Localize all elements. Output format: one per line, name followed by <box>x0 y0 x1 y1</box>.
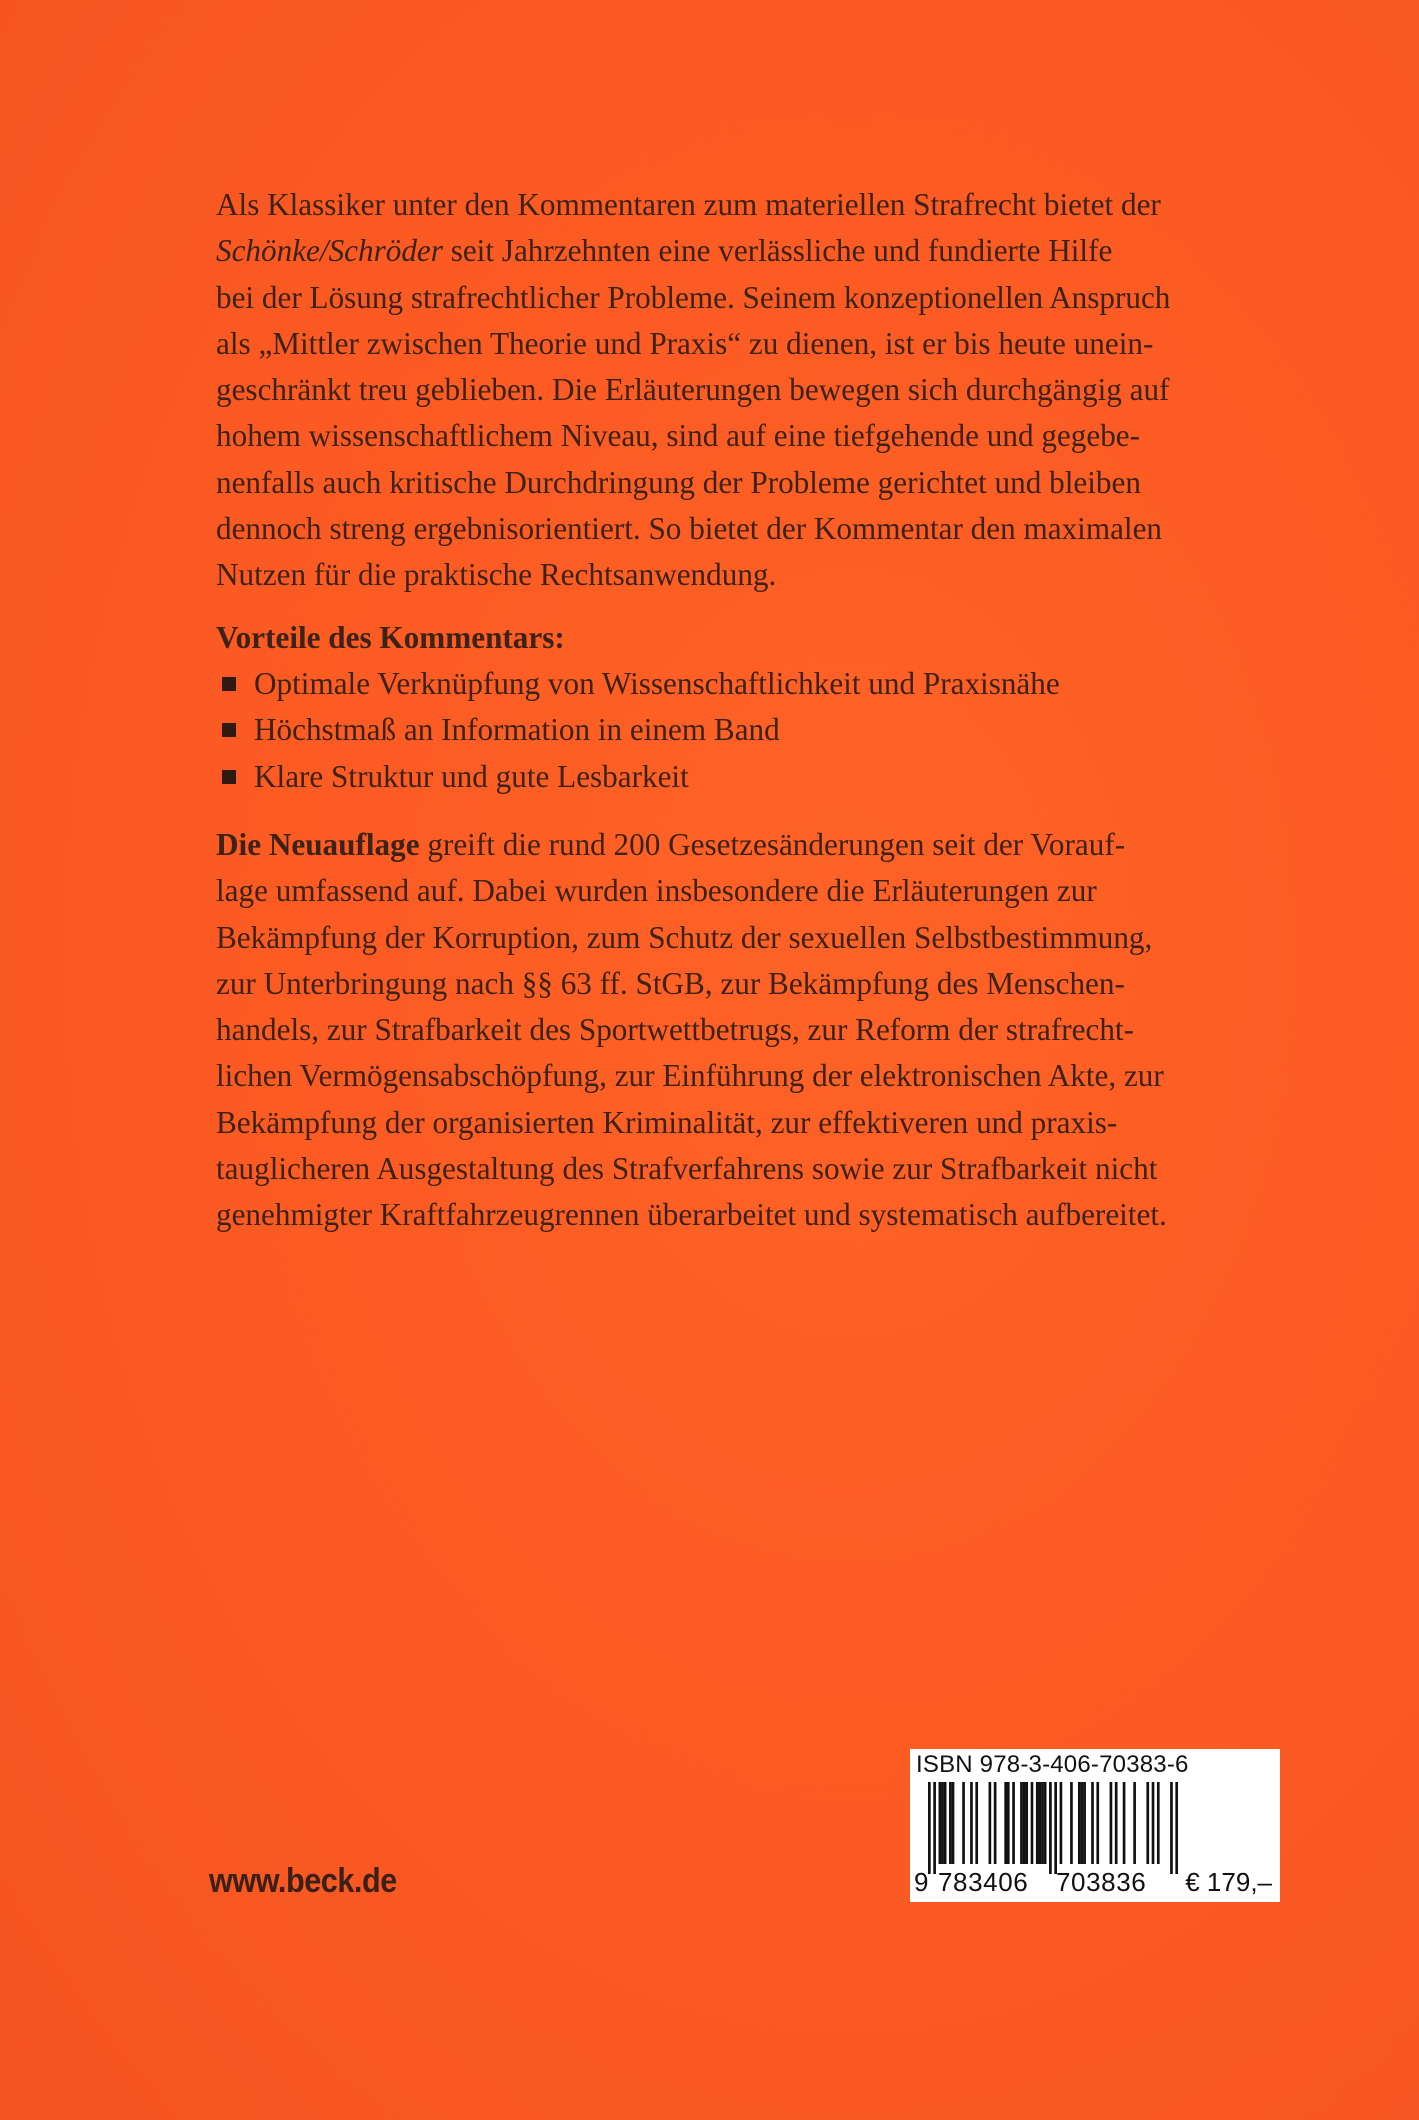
intro-line: nenfalls auch kritische Durchdringung der Probleme gerichtet und bleiben <box>216 464 1141 500</box>
barcode-bar <box>1025 1782 1028 1864</box>
barcode-bar <box>1020 1782 1023 1864</box>
advantages-heading: Vorteile des Kommentars: <box>216 620 565 655</box>
barcode-bar <box>1060 1782 1063 1864</box>
list-item-text: Höchstmaß an Information in einem Band <box>254 712 780 748</box>
barcode-bar <box>1004 1782 1007 1864</box>
barcode-bar <box>1041 1782 1044 1864</box>
intro-line: hohem wissenschaftlichem Niveau, sind auf eine tiefgehende und gegebe- <box>216 418 1141 454</box>
barcode-bar <box>949 1782 952 1864</box>
title-reference: Schönke/Schröder <box>216 233 443 269</box>
barcode-bar <box>1096 1782 1099 1864</box>
intro-line: bei der Lösung strafrechtlicher Probleme. Seinem konzeptionellen Anspruch <box>216 279 1171 315</box>
barcode-bar <box>1031 1782 1034 1864</box>
intro-line: Nutzen für die praktische Rechtsanwendung. <box>216 557 777 593</box>
barcode-bar <box>1054 1782 1057 1874</box>
intro-line-rest: seit Jahrzehnten eine verlässliche und fundierte Hilfe <box>442 233 1113 269</box>
ean-left-digits: 783406 <box>938 1867 1029 1897</box>
isbn-number: ISBN 978-3-406-70383-6 <box>916 1751 1189 1778</box>
barcode-bar <box>975 1782 978 1864</box>
barcode-bar <box>1036 1782 1039 1864</box>
square-bullet-icon <box>222 723 236 737</box>
list-item <box>216 661 1060 707</box>
barcode-bar <box>952 1782 955 1864</box>
intro-line: Als Klassiker unter den Kommentaren zum materiellen Strafrecht bietet der <box>216 187 1161 222</box>
barcode-bar <box>970 1782 973 1864</box>
barcode-bar <box>1007 1782 1010 1864</box>
barcode-bar <box>944 1782 947 1864</box>
intro-line: geschränkt treu geblieben. Die Erläuterungen bewegen sich durchgängig auf <box>216 372 1170 408</box>
barcode-bar <box>962 1782 965 1864</box>
isbn-barcode-label <box>910 1749 1280 1902</box>
list-item <box>216 754 1060 800</box>
advantages-list <box>216 661 1060 800</box>
barcode-bar <box>1049 1782 1052 1874</box>
barcode-bar <box>1078 1782 1081 1864</box>
square-bullet-icon <box>222 770 236 784</box>
new-edition-paragraph <box>216 822 1276 1239</box>
list-item-text: Optimale Verknüpfung von Wissenschaftlichkeit und Praxisnähe <box>254 666 1060 701</box>
intro-paragraph <box>216 182 1276 599</box>
barcode-bar <box>1170 1782 1173 1874</box>
barcode-bar <box>1157 1782 1160 1864</box>
barcode-bar <box>1115 1782 1118 1864</box>
price-tag: € 179,– <box>1185 1867 1272 1897</box>
new-edition-line-rest: greift die rund 200 Gesetzesänderungen seit der Vorauf- <box>419 827 1126 862</box>
new-edition-line <box>216 822 1276 868</box>
square-bullet-icon <box>222 677 236 691</box>
new-edition-line: lage umfassend auf. Dabei wurden insbesondere die Erläuterungen zur <box>216 873 1097 909</box>
new-edition-line: genehmigter Kraftfahrzeugrennen überarbeitet und systematisch aufbereitet. <box>216 1197 1167 1233</box>
publisher-website: www.beck.de <box>209 1862 397 1900</box>
intro-line: dennoch streng ergebnisorientiert. So bietet der Kommentar den maximalen <box>216 511 1163 547</box>
barcode-bar <box>1083 1782 1086 1864</box>
intro-line <box>216 228 1276 274</box>
intro-line: als „Mittler zwischen Theorie und Praxis“ zu dienen, ist er bis heute unein- <box>216 325 1154 361</box>
barcode-bar <box>941 1782 944 1864</box>
barcode-bar <box>1039 1782 1042 1864</box>
barcode-bar <box>1110 1782 1113 1864</box>
ean-right-digits: 703836 <box>1056 1867 1147 1897</box>
barcode-bar <box>1175 1782 1178 1874</box>
barcode-bar <box>928 1782 931 1874</box>
barcode-bar <box>989 1782 992 1864</box>
barcode-graphic <box>928 1782 1178 1874</box>
new-edition-line: zur Unterbringung nach §§ 63 ff. StGB, zur Bekämpfung des Menschen- <box>216 965 1125 1001</box>
new-edition-lead: Die Neuauflage <box>216 827 420 862</box>
barcode-bar <box>1133 1782 1136 1864</box>
barcode-bar <box>994 1782 997 1864</box>
barcode-bar <box>1044 1782 1047 1864</box>
ean-first-digit: 9 <box>914 1867 929 1897</box>
list-item-text: Klare Struktur und gute Lesbarkeit <box>254 758 689 794</box>
barcode-bar <box>1081 1782 1084 1864</box>
barcode-bar <box>1146 1782 1149 1864</box>
barcode-bar <box>939 1782 942 1864</box>
new-edition-line: tauglicheren Ausgestaltung des Strafverfahrens sowie zur Strafbarkeit nicht <box>216 1151 1158 1187</box>
barcode-bar <box>1152 1782 1155 1864</box>
new-edition-line: lichen Vermögensabschöpfung, zur Einführung der elektronischen Akte, zur <box>216 1058 1164 1094</box>
new-edition-line: handels, zur Strafbarkeit des Sportwettbetrugs, zur Reform der strafrecht- <box>216 1012 1134 1048</box>
new-edition-line: Bekämpfung der Korruption, zum Schutz der sexuellen Selbstbestimmung, <box>216 919 1153 955</box>
barcode-bar <box>1070 1782 1073 1864</box>
new-edition-line: Bekämpfung der organisierten Kriminalität, zur effektiveren und praxis- <box>216 1104 1118 1140</box>
barcode-bar <box>1091 1782 1094 1864</box>
barcode-bar <box>933 1782 936 1874</box>
barcode-bar <box>1123 1782 1126 1864</box>
barcode-bar <box>1023 1782 1026 1864</box>
list-item <box>216 707 1060 753</box>
barcode-bar <box>1012 1782 1015 1864</box>
